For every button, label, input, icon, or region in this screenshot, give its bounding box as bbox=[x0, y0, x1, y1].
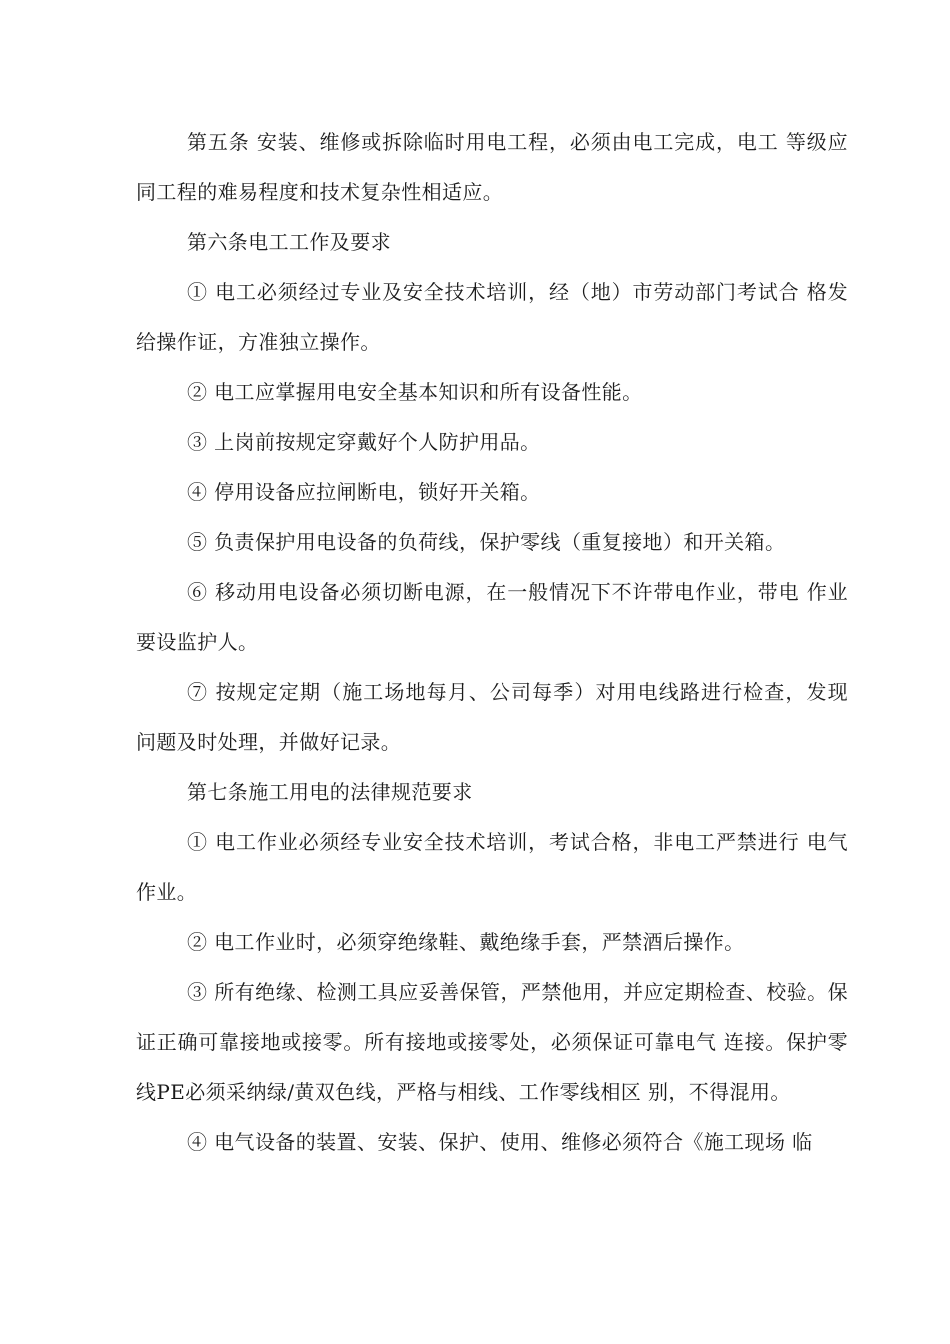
article-6-heading: 第六条电工工作及要求 bbox=[187, 230, 391, 254]
article-7-item-4: ④ 电气设备的装置、安装、保护、使用、维修必须符合《施工现场 临 bbox=[187, 1130, 813, 1154]
article-6-item-4: ④ 停用设备应拉闸断电，锁好开关箱。 bbox=[187, 480, 541, 504]
article-6-item-5: ⑤ 负责保护用电设备的负荷线，保护零线（重复接地）和开关箱。 bbox=[187, 530, 786, 554]
document-body bbox=[136, 117, 848, 1167]
article-6-item-2: ② 电工应掌握用电安全基本知识和所有设备性能。 bbox=[187, 380, 643, 404]
article-6-item-7: ⑦ 按规定定期（施工场地每月、公司每季）对用电线路进行检查，发现 问题及时处理，并做好记录。 bbox=[136, 680, 848, 754]
article-7-heading: 第七条施工用电的法律规范要求 bbox=[187, 780, 473, 804]
article-6-item-3: ③ 上岗前按规定穿戴好个人防护用品。 bbox=[187, 430, 541, 454]
article-7-item-1: ① 电工作业必须经专业安全技术培训，考试合格，非电工严禁进行 电气作业。 bbox=[136, 830, 848, 904]
article-7-item-3: ③ 所有绝缘、检测工具应妥善保管，严禁他用，并应定期检查、校验。保证正确可靠接地或接零。所有接地或接零处，必须保证可靠电气 连接。保护零线PE必须采纳绿/黄双色线，严格与相线、工作零线相区 别，不得混用。 bbox=[136, 980, 848, 1104]
article-6-item-1: ① 电工必须经过专业及安全技术培训，经（地）市劳动部门考试合 格发给操作证，方准独立操作。 bbox=[136, 280, 848, 354]
article-7-item-2: ② 电工作业时，必须穿绝缘鞋、戴绝缘手套，严禁酒后操作。 bbox=[187, 930, 745, 954]
article-6-item-6: ⑥ 移动用电设备必须切断电源，在一般情况下不许带电作业，带电 作业要设监护人。 bbox=[136, 580, 848, 654]
article-5-paragraph: 第五条 安装、维修或拆除临时用电工程，必须由电工完成，电工 等级应同工程的难易程度和技术复杂性相适应。 bbox=[136, 130, 848, 204]
